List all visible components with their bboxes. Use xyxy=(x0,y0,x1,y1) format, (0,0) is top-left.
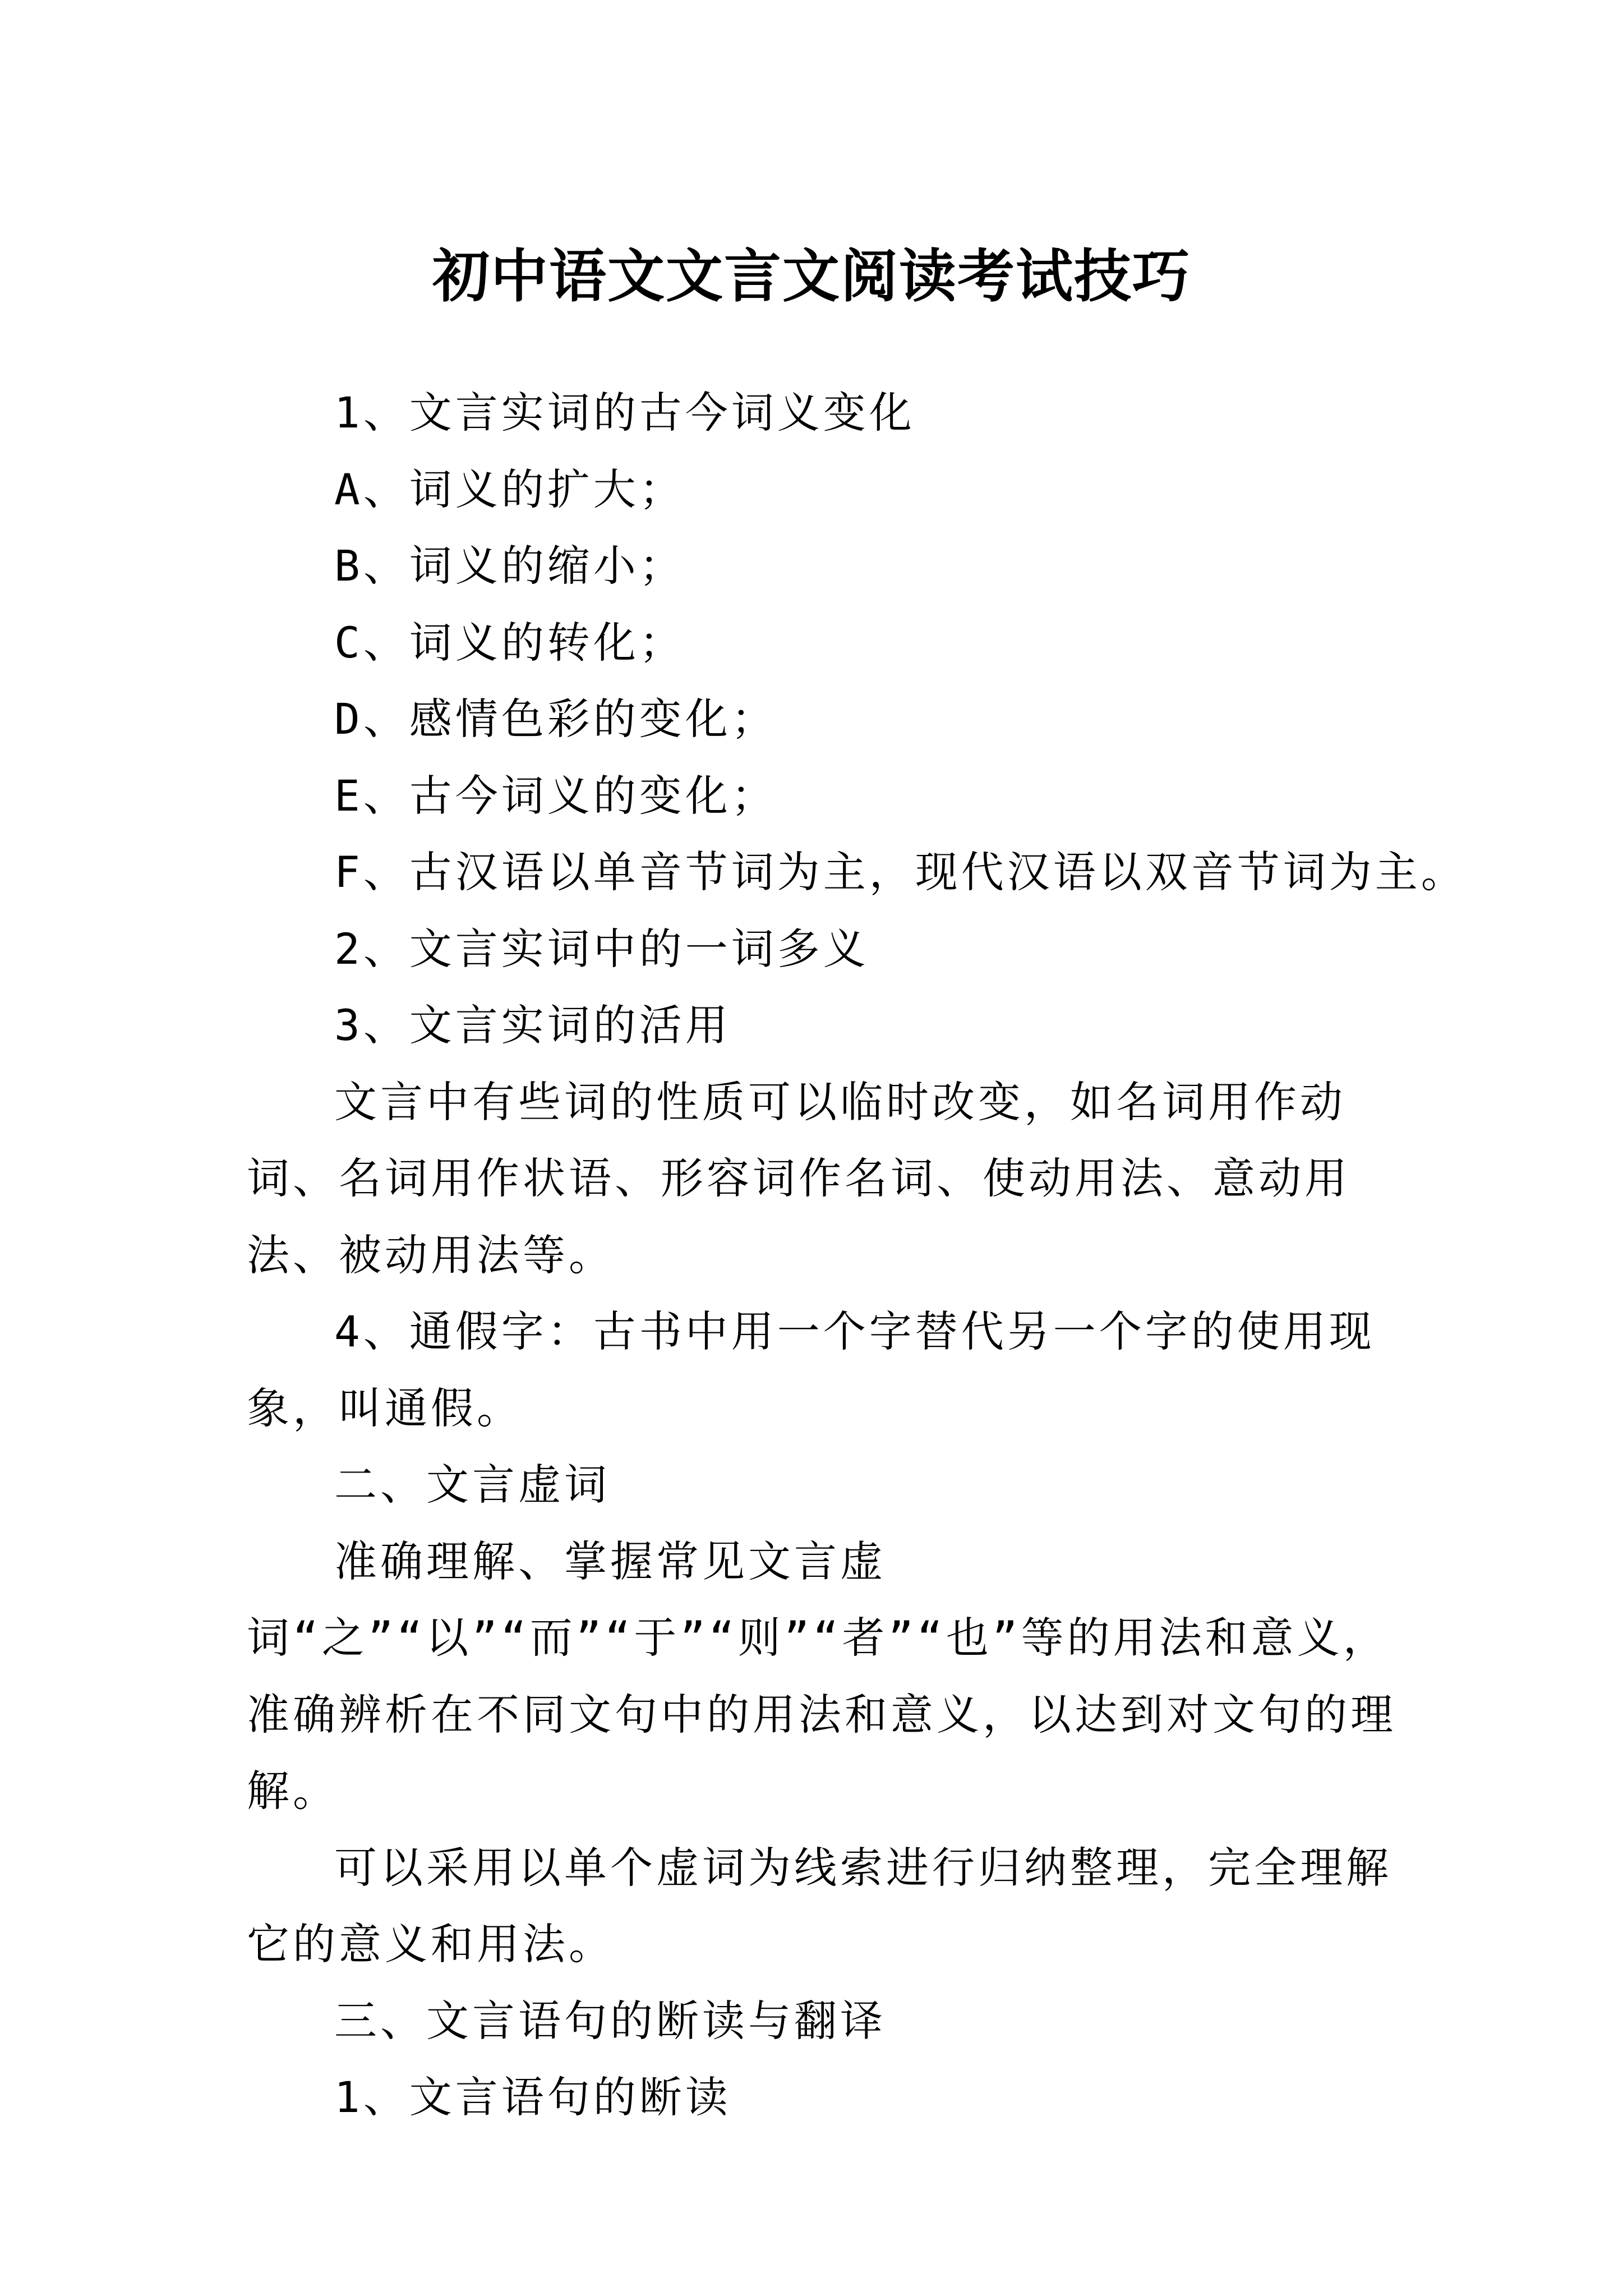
paragraph-16: 1、文言语句的断读 xyxy=(334,2072,731,2122)
paragraph-10: 文言中有些词的性质可以临时改变，如名词用作动词、名词用作状语、形容词作名词、使动用法、意动用法、被动用法等。 xyxy=(247,1076,1350,1280)
document-title: 初中语文文言文阅读考试技巧 xyxy=(432,243,1191,311)
paragraph-6: E、古今词义的变化； xyxy=(334,770,777,821)
paragraph-15: 三、文言语句的断读与翻译 xyxy=(334,1995,886,2046)
paragraph-7: F、古汉语以单音节词为主，现代汉语以双音节词为主。 xyxy=(334,847,1467,897)
paragraph-14: 可以采用以单个虚词为线索进行归纳整理，完全理解它的意义和用法。 xyxy=(247,1842,1392,1969)
paragraph-5: D、感情色彩的变化； xyxy=(334,694,777,744)
paragraph-12: 二、文言虚词 xyxy=(334,1460,610,1510)
paragraph-3: B、词义的缩小； xyxy=(334,541,685,591)
document-body xyxy=(247,375,1467,2136)
paragraph-11: 4、通假字：古书中用一个字替代另一个字的使用现象，叫通假。 xyxy=(247,1306,1375,1433)
paragraph-1: 1、文言实词的古今词义变化 xyxy=(334,388,915,438)
paragraph-8: 2、文言实词中的一词多义 xyxy=(334,923,869,974)
paragraph-2: A、词义的扩大； xyxy=(334,464,685,514)
paragraph-9: 3、文言实词的活用 xyxy=(334,1000,731,1050)
paragraph-4: C、词义的转化； xyxy=(334,617,685,668)
paragraph-13: 准确理解、掌握常见文言虚词“之”“以”“而”“于”“则”“者”“也”等的用法和意义，准确辨析在不同文句中的用法和意义，以达到对文句的理解。 xyxy=(247,1536,1396,1816)
